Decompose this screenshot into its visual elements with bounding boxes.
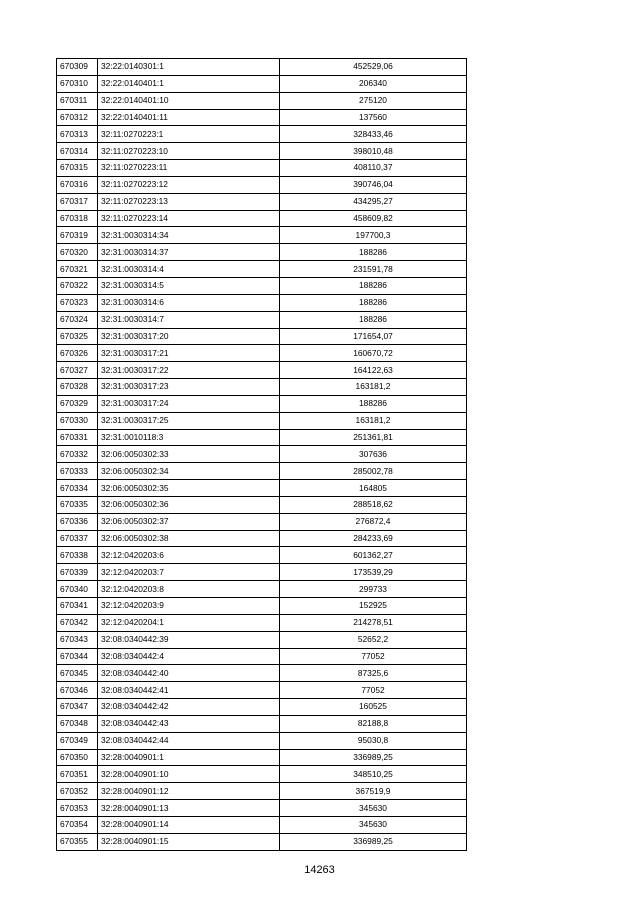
row-id-cell: 670354 — [57, 816, 98, 833]
value-cell: 87325,6 — [280, 665, 467, 682]
page-number: 14263 — [304, 864, 335, 876]
value-cell: 160670,72 — [280, 345, 467, 362]
row-id-cell: 670333 — [57, 463, 98, 480]
cadastral-number-cell: 32:28:0040901:10 — [98, 766, 280, 783]
row-id-cell: 670334 — [57, 480, 98, 497]
row-id-cell: 670314 — [57, 143, 98, 160]
row-id-cell: 670316 — [57, 176, 98, 193]
cadastral-number-cell: 32:11:0270223:13 — [98, 193, 280, 210]
table-row — [57, 277, 467, 294]
value-cell: 188286 — [280, 311, 467, 328]
value-cell: 188286 — [280, 277, 467, 294]
cadastral-number-cell: 32:11:0270223:10 — [98, 143, 280, 160]
value-cell: 188286 — [280, 395, 467, 412]
table-row — [57, 345, 467, 362]
row-id-cell: 670325 — [57, 328, 98, 345]
table-row — [57, 699, 467, 716]
cadastral-number-cell: 32:31:0030317:20 — [98, 328, 280, 345]
value-cell: 288518,62 — [280, 496, 467, 513]
value-cell: 336989,25 — [280, 749, 467, 766]
row-id-cell: 670328 — [57, 379, 98, 396]
table-row — [57, 581, 467, 598]
table-row — [57, 547, 467, 564]
row-id-cell: 670342 — [57, 614, 98, 631]
table-row — [57, 143, 467, 160]
row-id-cell: 670309 — [57, 59, 98, 76]
table-body — [57, 59, 467, 851]
cadastral-number-cell: 32:08:0340442:40 — [98, 665, 280, 682]
cadastral-number-cell: 32:08:0340442:44 — [98, 732, 280, 749]
row-id-cell: 670310 — [57, 75, 98, 92]
cadastral-number-cell: 32:08:0340442:42 — [98, 699, 280, 716]
table-row — [57, 766, 467, 783]
value-cell: 137560 — [280, 109, 467, 126]
cadastral-number-cell: 32:06:0050302:38 — [98, 530, 280, 547]
value-cell: 95030,8 — [280, 732, 467, 749]
row-id-cell: 670312 — [57, 109, 98, 126]
cadastral-number-cell: 32:06:0050302:33 — [98, 446, 280, 463]
cadastral-number-cell: 32:28:0040901:15 — [98, 833, 280, 850]
cadastral-number-cell: 32:31:0030317:23 — [98, 379, 280, 396]
row-id-cell: 670340 — [57, 581, 98, 598]
value-cell: 163181,2 — [280, 412, 467, 429]
value-cell: 160525 — [280, 699, 467, 716]
row-id-cell: 670339 — [57, 564, 98, 581]
row-id-cell: 670350 — [57, 749, 98, 766]
row-id-cell: 670326 — [57, 345, 98, 362]
value-cell: 408110,37 — [280, 160, 467, 177]
value-cell: 214278,51 — [280, 614, 467, 631]
value-cell: 336989,25 — [280, 833, 467, 850]
table-row — [57, 176, 467, 193]
value-cell: 276872,4 — [280, 513, 467, 530]
table-row — [57, 429, 467, 446]
value-cell: 163181,2 — [280, 379, 467, 396]
value-cell: 82188,8 — [280, 715, 467, 732]
table-row — [57, 294, 467, 311]
row-id-cell: 670321 — [57, 261, 98, 278]
value-cell: 367519,9 — [280, 783, 467, 800]
row-id-cell: 670320 — [57, 244, 98, 261]
cadastral-number-cell: 32:31:0030314:34 — [98, 227, 280, 244]
table-row — [57, 446, 467, 463]
table-row — [57, 783, 467, 800]
value-cell: 164122,63 — [280, 362, 467, 379]
table-row — [57, 193, 467, 210]
table-row — [57, 244, 467, 261]
row-id-cell: 670315 — [57, 160, 98, 177]
value-cell: 206340 — [280, 75, 467, 92]
row-id-cell: 670351 — [57, 766, 98, 783]
row-id-cell: 670329 — [57, 395, 98, 412]
cadastral-number-cell: 32:28:0040901:14 — [98, 816, 280, 833]
table-row — [57, 379, 467, 396]
table-row — [57, 328, 467, 345]
row-id-cell: 670327 — [57, 362, 98, 379]
cadastral-number-cell: 32:22:0140401:10 — [98, 92, 280, 109]
cadastral-number-cell: 32:06:0050302:36 — [98, 496, 280, 513]
table-row — [57, 682, 467, 699]
table-row — [57, 480, 467, 497]
row-id-cell: 670319 — [57, 227, 98, 244]
row-id-cell: 670336 — [57, 513, 98, 530]
cadastral-number-cell: 32:31:0030314:37 — [98, 244, 280, 261]
cadastral-number-cell: 32:06:0050302:35 — [98, 480, 280, 497]
cadastral-number-cell: 32:31:0030314:5 — [98, 277, 280, 294]
row-id-cell: 670318 — [57, 210, 98, 227]
table-row — [57, 665, 467, 682]
table-row — [57, 109, 467, 126]
value-cell: 197700,3 — [280, 227, 467, 244]
row-id-cell: 670348 — [57, 715, 98, 732]
row-id-cell: 670345 — [57, 665, 98, 682]
cadastral-number-cell: 32:12:0420203:6 — [98, 547, 280, 564]
cadastral-number-cell: 32:31:0030314:4 — [98, 261, 280, 278]
table-row — [57, 261, 467, 278]
value-cell: 390746,04 — [280, 176, 467, 193]
cadastral-number-cell: 32:08:0340442:41 — [98, 682, 280, 699]
cadastral-number-cell: 32:31:0030317:24 — [98, 395, 280, 412]
table-row — [57, 160, 467, 177]
row-id-cell: 670346 — [57, 682, 98, 699]
row-id-cell: 670344 — [57, 648, 98, 665]
value-cell: 299733 — [280, 581, 467, 598]
table-row — [57, 816, 467, 833]
table-row — [57, 598, 467, 615]
row-id-cell: 670335 — [57, 496, 98, 513]
cadastral-number-cell: 32:28:0040901:13 — [98, 800, 280, 817]
value-cell: 164805 — [280, 480, 467, 497]
table-row — [57, 530, 467, 547]
row-id-cell: 670324 — [57, 311, 98, 328]
value-cell: 77052 — [280, 648, 467, 665]
table-row — [57, 75, 467, 92]
table-row — [57, 513, 467, 530]
table-row — [57, 92, 467, 109]
cadastral-number-cell: 32:08:0340442:4 — [98, 648, 280, 665]
cadastral-number-cell: 32:12:0420203:9 — [98, 598, 280, 615]
row-id-cell: 670347 — [57, 699, 98, 716]
row-id-cell: 670338 — [57, 547, 98, 564]
cadastral-number-cell: 32:08:0340442:43 — [98, 715, 280, 732]
value-cell: 171654,07 — [280, 328, 467, 345]
table-row — [57, 395, 467, 412]
table-row — [57, 311, 467, 328]
value-cell: 348510,25 — [280, 766, 467, 783]
cadastral-number-cell: 32:22:0140301:1 — [98, 59, 280, 76]
cadastral-number-cell: 32:06:0050302:37 — [98, 513, 280, 530]
data-table — [56, 58, 467, 851]
value-cell: 434295,27 — [280, 193, 467, 210]
table-row — [57, 59, 467, 76]
table-row — [57, 648, 467, 665]
table-row — [57, 412, 467, 429]
cadastral-number-cell: 32:31:0030317:21 — [98, 345, 280, 362]
value-cell: 52652,2 — [280, 631, 467, 648]
cadastral-number-cell: 32:31:0030317:25 — [98, 412, 280, 429]
cadastral-number-cell: 32:28:0040901:1 — [98, 749, 280, 766]
table-row — [57, 496, 467, 513]
table-row — [57, 715, 467, 732]
value-cell: 251361,81 — [280, 429, 467, 446]
cadastral-number-cell: 32:12:0420204:1 — [98, 614, 280, 631]
value-cell: 275120 — [280, 92, 467, 109]
value-cell: 188286 — [280, 244, 467, 261]
table-row — [57, 227, 467, 244]
row-id-cell: 670337 — [57, 530, 98, 547]
cadastral-number-cell: 32:31:0030314:7 — [98, 311, 280, 328]
table-row — [57, 749, 467, 766]
row-id-cell: 670352 — [57, 783, 98, 800]
row-id-cell: 670317 — [57, 193, 98, 210]
row-id-cell: 670349 — [57, 732, 98, 749]
table-row — [57, 833, 467, 850]
cadastral-number-cell: 32:11:0270223:14 — [98, 210, 280, 227]
cadastral-number-cell: 32:31:0010118:3 — [98, 429, 280, 446]
row-id-cell: 670322 — [57, 277, 98, 294]
cadastral-number-cell: 32:22:0140401:1 — [98, 75, 280, 92]
cadastral-number-cell: 32:31:0030314:6 — [98, 294, 280, 311]
value-cell: 307636 — [280, 446, 467, 463]
table-row — [57, 800, 467, 817]
table-row — [57, 614, 467, 631]
cadastral-number-cell: 32:28:0040901:12 — [98, 783, 280, 800]
cadastral-number-cell: 32:11:0270223:1 — [98, 126, 280, 143]
table-row — [57, 564, 467, 581]
row-id-cell: 670353 — [57, 800, 98, 817]
cadastral-number-cell: 32:11:0270223:11 — [98, 160, 280, 177]
cadastral-number-cell: 32:08:0340442:39 — [98, 631, 280, 648]
value-cell: 231591,78 — [280, 261, 467, 278]
cadastral-number-cell: 32:31:0030317:22 — [98, 362, 280, 379]
row-id-cell: 670341 — [57, 598, 98, 615]
value-cell: 458609,82 — [280, 210, 467, 227]
row-id-cell: 670332 — [57, 446, 98, 463]
value-cell: 284233,69 — [280, 530, 467, 547]
row-id-cell: 670313 — [57, 126, 98, 143]
value-cell: 77052 — [280, 682, 467, 699]
value-cell: 328433,46 — [280, 126, 467, 143]
value-cell: 345630 — [280, 800, 467, 817]
table-row — [57, 732, 467, 749]
row-id-cell: 670331 — [57, 429, 98, 446]
row-id-cell: 670330 — [57, 412, 98, 429]
table-row — [57, 126, 467, 143]
cadastral-number-cell: 32:12:0420203:8 — [98, 581, 280, 598]
table-row — [57, 362, 467, 379]
row-id-cell: 670355 — [57, 833, 98, 850]
value-cell: 285002,78 — [280, 463, 467, 480]
table-row — [57, 210, 467, 227]
table-row — [57, 463, 467, 480]
cadastral-number-cell: 32:06:0050302:34 — [98, 463, 280, 480]
value-cell: 152925 — [280, 598, 467, 615]
row-id-cell: 670311 — [57, 92, 98, 109]
value-cell: 345630 — [280, 816, 467, 833]
value-cell: 452529,06 — [280, 59, 467, 76]
value-cell: 173539,29 — [280, 564, 467, 581]
value-cell: 188286 — [280, 294, 467, 311]
table-row — [57, 631, 467, 648]
cadastral-number-cell: 32:11:0270223:12 — [98, 176, 280, 193]
cadastral-number-cell: 32:22:0140401:11 — [98, 109, 280, 126]
row-id-cell: 670343 — [57, 631, 98, 648]
row-id-cell: 670323 — [57, 294, 98, 311]
cadastral-number-cell: 32:12:0420203:7 — [98, 564, 280, 581]
value-cell: 601362,27 — [280, 547, 467, 564]
value-cell: 398010,48 — [280, 143, 467, 160]
